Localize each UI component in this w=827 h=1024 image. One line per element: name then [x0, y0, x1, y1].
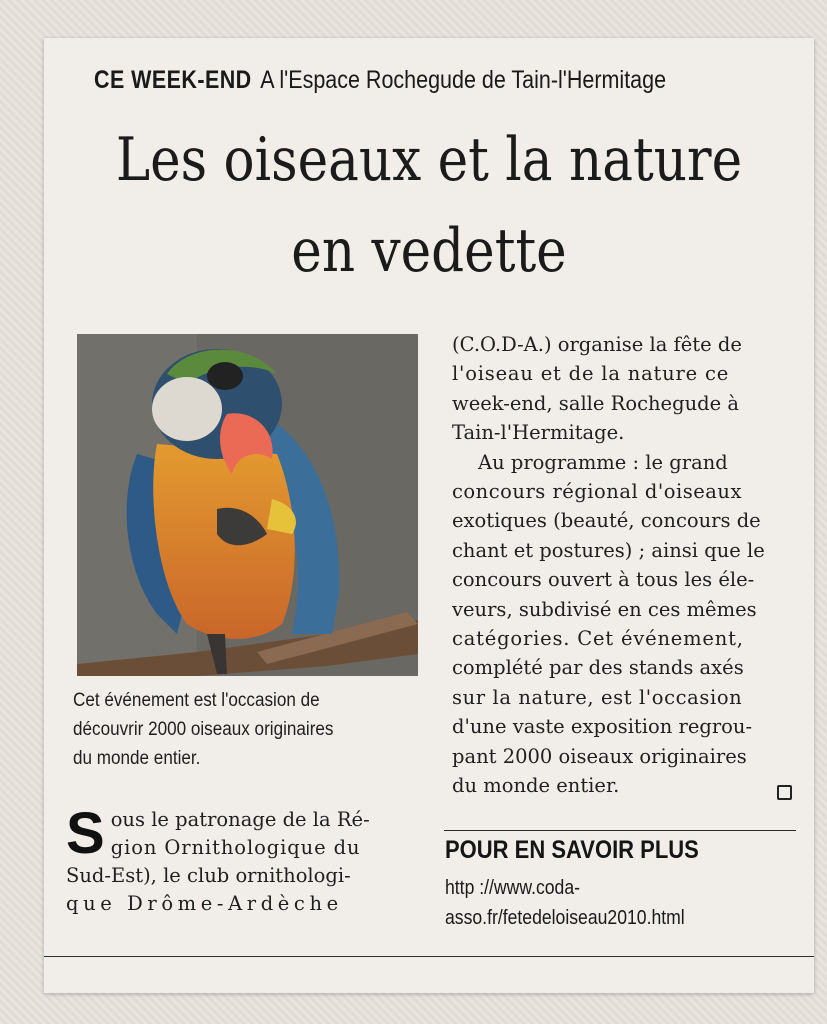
kicker-location: A l'Espace Rochegude de Tain-l'Hermitage: [260, 66, 667, 94]
right-column-text: [452, 330, 797, 801]
info-heading: POUR EN SAVOIR PLUS: [445, 836, 699, 864]
info-line: http ://www.coda-: [445, 877, 580, 899]
headline-line-2: en vedette: [291, 216, 567, 286]
body-line: veurs, subdivisé en ces mêmes: [452, 597, 757, 621]
body-line: Sud-Est), le club ornithologi-: [66, 864, 351, 887]
drop-cap: S: [66, 801, 105, 866]
body-line: Au programme : le grand: [478, 450, 728, 474]
left-column-text: [66, 801, 416, 918]
body-line: que Drôme-Ardèche: [66, 892, 343, 915]
body-line: du monde entier.: [452, 774, 620, 798]
body-line: concours régional d'oiseaux: [452, 480, 742, 504]
newspaper-clipping: [44, 38, 814, 993]
caption-line: découvrir 2000 oiseaux originaires: [73, 719, 334, 740]
caption-line: Cet événement est l'occasion de: [73, 690, 320, 711]
info-link: [445, 873, 762, 933]
body-line: complété par des stands axés: [452, 656, 744, 680]
body-line: l'oiseau et de la nature ce: [452, 362, 730, 386]
body-line: d'une vaste exposition regrou-: [452, 715, 753, 739]
parrot-illustration: [77, 334, 418, 676]
headline-line-1: Les oiseaux et la nature: [115, 125, 743, 195]
body-line: gion Ornithologique du: [110, 836, 361, 859]
body-line: catégories. Cet événement,: [452, 627, 744, 651]
body-line: Tain-l'Hermitage.: [452, 421, 625, 445]
photo-caption: [73, 686, 388, 773]
body-line: sur la nature, est l'occasion: [452, 685, 743, 709]
kicker: [94, 66, 666, 95]
kicker-tag: CE WEEK-END: [94, 66, 252, 94]
end-of-article-icon: [777, 785, 792, 800]
body-line: exotiques (beauté, concours de: [452, 509, 761, 533]
body-line: pant 2000 oiseaux originaires: [452, 744, 747, 768]
body-line: week-end, salle Rochegude à: [452, 391, 739, 415]
body-line: (C.O.D-A.) organise la fête de: [452, 333, 742, 356]
info-line: asso.fr/fetedeloiseau2010.html: [445, 907, 685, 929]
body-line: ous le patronage de la Ré-: [110, 808, 370, 831]
bottom-divider: [44, 956, 814, 957]
parrot-photo: [77, 334, 418, 676]
caption-line: du monde entier.: [73, 748, 201, 769]
body-line: chant et postures) ; ainsi que le: [452, 538, 765, 562]
divider: [444, 830, 796, 831]
body-line: concours ouvert à tous les éle-: [452, 568, 755, 592]
